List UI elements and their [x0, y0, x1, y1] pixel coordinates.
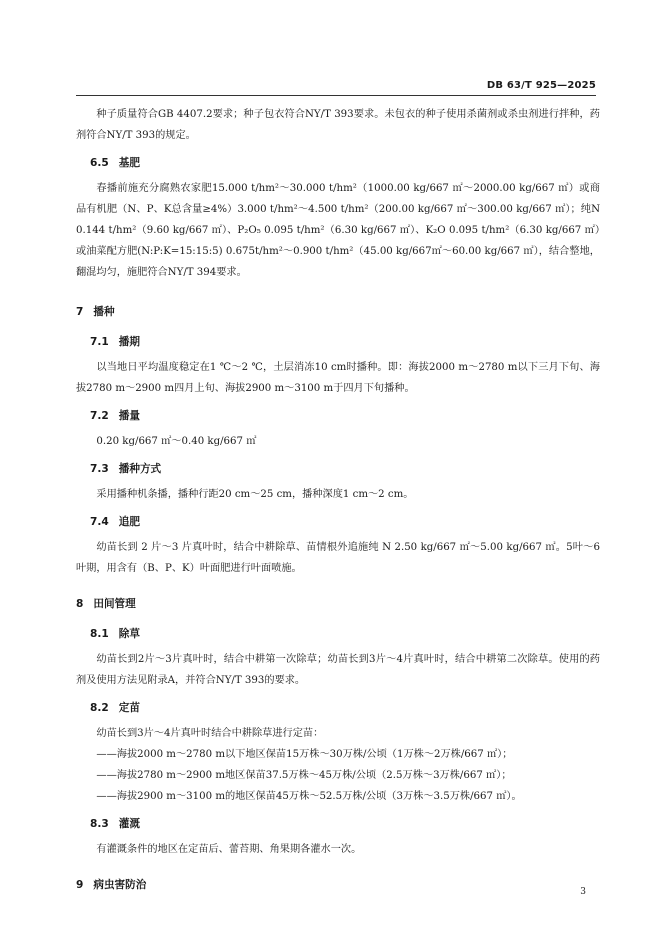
- irrigation-paragraph: 有灌溉条件的地区在定苗后、蕾苔期、角果期各灌水一次。: [96, 844, 362, 855]
- section-7-4-heading: [76, 511, 600, 533]
- section-number: 7.3: [90, 463, 109, 475]
- section-6-5-heading: [76, 152, 600, 174]
- sowing-date-paragraph: 以当地日平均温度稳定在1 ℃～2 ℃，土层消冻10 cm时播种。即：海拔2000 m～2780 m以下三月下旬、海拔2780 m～2900 m四月上旬、海拔2900 m～3100 m于四月下旬播种。: [76, 362, 600, 394]
- section-8-3-heading: [76, 813, 600, 835]
- section-title: 田间管理: [93, 598, 136, 610]
- topdressing-paragraph: 幼苗长到 2 片～3 片真叶时，结合中耕除草、苗情根外追施纯 N 2.50 kg/667 ㎡～5.00 kg/667 ㎡。5叶～6 叶期，用含有（B、P、K）叶面肥进行叶面喷施。: [76, 542, 600, 574]
- section-9-heading: [76, 874, 600, 896]
- section-8-2-heading: [76, 697, 600, 719]
- section-7-1-heading: [76, 331, 600, 353]
- list-item: ——海拔2900 m～3100 m的地区保苗45万株～52.5万株/公顷（3万株～3.5万株/667 ㎡）。: [96, 791, 522, 802]
- section-title: 灌溉: [118, 818, 140, 830]
- base-fertilizer-paragraph: 春播前施充分腐熟农家肥15.000 t/hm²～30.000 t/hm²（1000.00 kg/667 ㎡～2000.00 kg/667 ㎡）或商品有机肥（N、P、K总含量≥4%）3.000 t/hm²～4.500 t/hm²（200.00 kg/667 ㎡～300.00 kg/667 ㎡）；纯N 0.144 t/hm²（9.60 kg/667 ㎡）、P₂O₅ 0.095 t/hm²（6.30 kg/667 ㎡）、K₂O 0.095 t/hm²（6.30 kg/667 ㎡）或油菜配方肥(N:P:K=15:15:5) 0.675t/hm²～0.900 t/hm²（45.00 kg/667㎡～60.00 kg/667 ㎡），结合整地，翻混均匀，施肥符合NY/T 394要求。: [76, 183, 600, 278]
- section-title: 除草: [118, 628, 140, 640]
- list-item: ——海拔2000 m～2780 m以下地区保苗15万株～30万株/公顷（1万株～2万株/667 ㎡）；: [96, 749, 513, 760]
- section-title: 播种: [93, 306, 115, 318]
- section-title: 追肥: [118, 516, 140, 528]
- weeding-paragraph: 幼苗长到2片～3片真叶时，结合中耕第一次除草；幼苗长到3片～4片真叶时，结合中耕第二次除草。使用的药剂及使用方法见附录A，并符合NY/T 393的要求。: [76, 654, 600, 686]
- section-7-2-heading: [76, 405, 600, 427]
- section-7-heading: [76, 301, 600, 323]
- list-item: ——海拔2780 m～2900 m地区保苗37.5万株～45万株/公顷（2.5万株～3万株/667 ㎡）；: [96, 770, 512, 781]
- section-8-heading: [76, 593, 600, 615]
- section-number: 8.3: [90, 818, 109, 830]
- section-number: 9: [76, 879, 84, 891]
- thinning-intro: 幼苗长到3片～4片真叶时结合中耕除草进行定苗：: [96, 728, 324, 739]
- section-number: 8.2: [90, 702, 109, 714]
- section-number: 8.1: [90, 628, 109, 640]
- seed-quality-paragraph: 种子质量符合GB 4407.2要求；种子包衣符合NY/T 393要求。未包衣的种子使用杀菌剂或杀虫剂进行拌种，药剂符合NY/T 393的规定。: [76, 109, 600, 141]
- section-7-3-heading: [76, 458, 600, 480]
- sowing-rate-paragraph: 0.20 kg/667 ㎡～0.40 kg/667 ㎡: [96, 436, 257, 447]
- document-body: [76, 104, 600, 904]
- section-number: 6.5: [90, 157, 109, 169]
- standard-code-header: DB 63/T 925—2025: [486, 80, 596, 91]
- header-rule: [76, 95, 596, 96]
- page-number: 3: [580, 887, 586, 897]
- section-number: 7: [76, 306, 84, 318]
- section-title: 基肥: [118, 157, 140, 169]
- sowing-method-paragraph: 采用播种机条播，播种行距20 cm～25 cm，播种深度1 cm～2 cm。: [96, 489, 414, 500]
- section-number: 7.4: [90, 516, 109, 528]
- section-title: 播种方式: [118, 463, 162, 475]
- section-title: 播量: [118, 410, 140, 422]
- section-8-1-heading: [76, 623, 600, 645]
- section-number: 7.2: [90, 410, 109, 422]
- section-number: 8: [76, 598, 84, 610]
- section-title: 定苗: [118, 702, 140, 714]
- section-number: 7.1: [90, 336, 109, 348]
- section-title: 播期: [118, 336, 140, 348]
- section-title: 病虫害防治: [93, 879, 147, 891]
